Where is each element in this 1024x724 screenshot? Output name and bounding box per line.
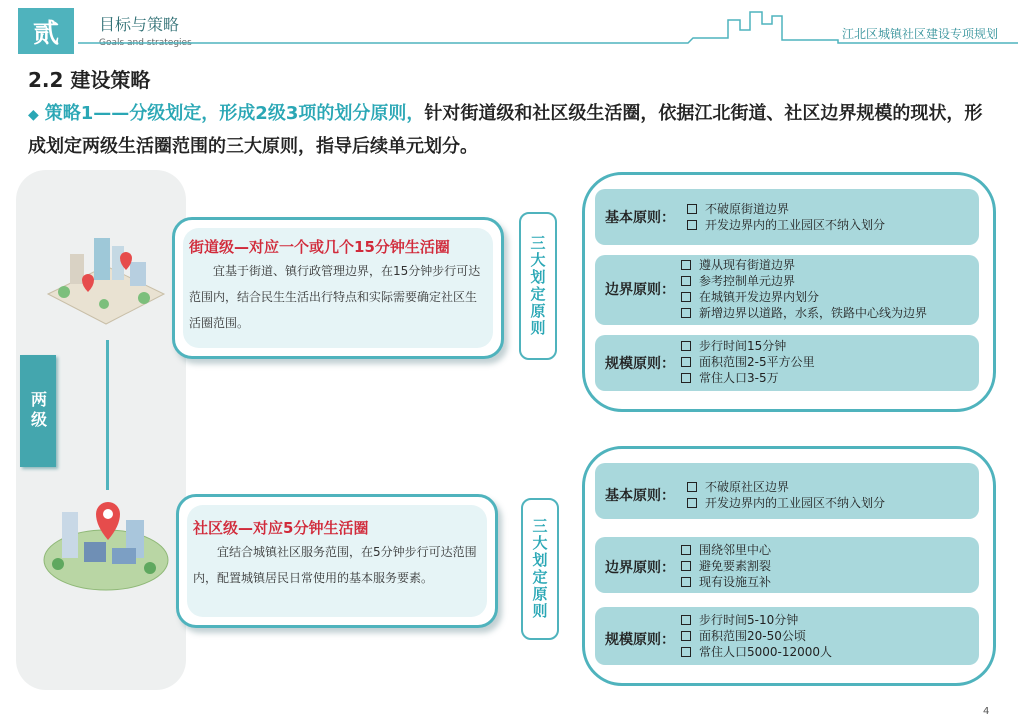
rule-item: 不破原街道边界 xyxy=(687,201,885,217)
rule-item: 开发边界内的工业园区不纳入划分 xyxy=(687,495,885,511)
rule-item: 常住人口5000-12000人 xyxy=(681,644,832,660)
rule-item: 步行时间15分钟 xyxy=(681,338,815,354)
rule-label: 边界原则： xyxy=(605,282,675,298)
rule-item: 围绕邻里中心 xyxy=(681,542,771,558)
rule-label: 边界原则： xyxy=(605,560,675,576)
rule-item: 遵从现有街道边界 xyxy=(681,257,927,273)
street-level-city-illustration xyxy=(44,232,168,328)
scale-principle-row xyxy=(595,335,979,391)
community-level-city-illustration xyxy=(40,492,174,596)
street-level-card xyxy=(172,217,504,359)
rule-label: 规模原则： xyxy=(605,632,675,648)
strategy-highlight: 策略1——分级划定，形成2级3项的划分原则， xyxy=(44,103,425,124)
two-levels-label: 两级 xyxy=(20,355,56,467)
section-title: 2.2 建设策略 xyxy=(28,68,151,92)
community-level-card xyxy=(176,494,498,628)
diamond-bullet-icon: ◆ xyxy=(28,107,39,123)
rule-item: 在城镇开发边界内划分 xyxy=(681,289,927,305)
rule-item: 不破原社区边界 xyxy=(687,479,885,495)
strategy-paragraph xyxy=(28,98,988,162)
three-principles-label-2: 三大划定原则 xyxy=(521,498,559,640)
three-principles-label-1: 三大划定原则 xyxy=(519,212,557,360)
community-level-heading: 社区级—对应5分钟生活圈 xyxy=(193,519,369,537)
basic-principle-row xyxy=(595,189,979,245)
rule-item: 步行时间5-10分钟 xyxy=(681,612,832,628)
chapter-subtitle: Goals and strategies xyxy=(99,38,192,48)
rule-item: 避免要素割裂 xyxy=(681,558,771,574)
strategy-text: 针对街道级和社区级生活圈，依据江北街道、社区边界规模的现状，形成划定两级生活圈范围的三大原则，指导后续单元划分。 xyxy=(28,103,983,157)
chapter-title: 目标与策略 xyxy=(99,15,180,34)
basic-principle-row xyxy=(595,463,979,519)
rule-item: 新增边界以道路，水系，铁路中心线为边界 xyxy=(681,305,927,321)
rule-item: 面积范围2-5平方公里 xyxy=(681,354,815,370)
levels-connector-line xyxy=(106,340,109,490)
community-level-body: 宜结合城镇社区服务范围，在5分钟步行可达范围内，配置城镇居民日常使用的基本服务要素。 xyxy=(193,545,477,585)
street-level-principles-group xyxy=(582,172,996,412)
rule-item: 现有设施互补 xyxy=(681,574,771,590)
rule-label: 基本原则： xyxy=(605,488,675,504)
community-level-principles-group xyxy=(582,446,996,686)
scale-principle-row xyxy=(595,607,979,665)
rule-label: 规模原则： xyxy=(605,356,675,372)
street-level-heading: 街道级—对应一个或几个15分钟生活圈 xyxy=(189,238,450,256)
boundary-principle-row xyxy=(595,255,979,325)
rule-item: 参考控制单元边界 xyxy=(681,273,927,289)
project-title: 江北区城镇社区建设专项规划 xyxy=(842,27,999,41)
rule-label: 基本原则： xyxy=(605,210,675,226)
rule-item: 面积范围20-50公顷 xyxy=(681,628,832,644)
rule-item: 开发边界内的工业园区不纳入划分 xyxy=(687,217,885,233)
rule-item: 常住人口3-5万 xyxy=(681,370,815,386)
boundary-principle-row xyxy=(595,537,979,593)
chapter-badge: 贰 xyxy=(18,8,74,54)
street-level-body: 宜基于街道、镇行政管理边界，在15分钟步行可达范围内，结合民生生活出行特点和实际需要确定社区生活圈范围。 xyxy=(189,264,481,330)
page-number: 4 xyxy=(983,706,990,717)
